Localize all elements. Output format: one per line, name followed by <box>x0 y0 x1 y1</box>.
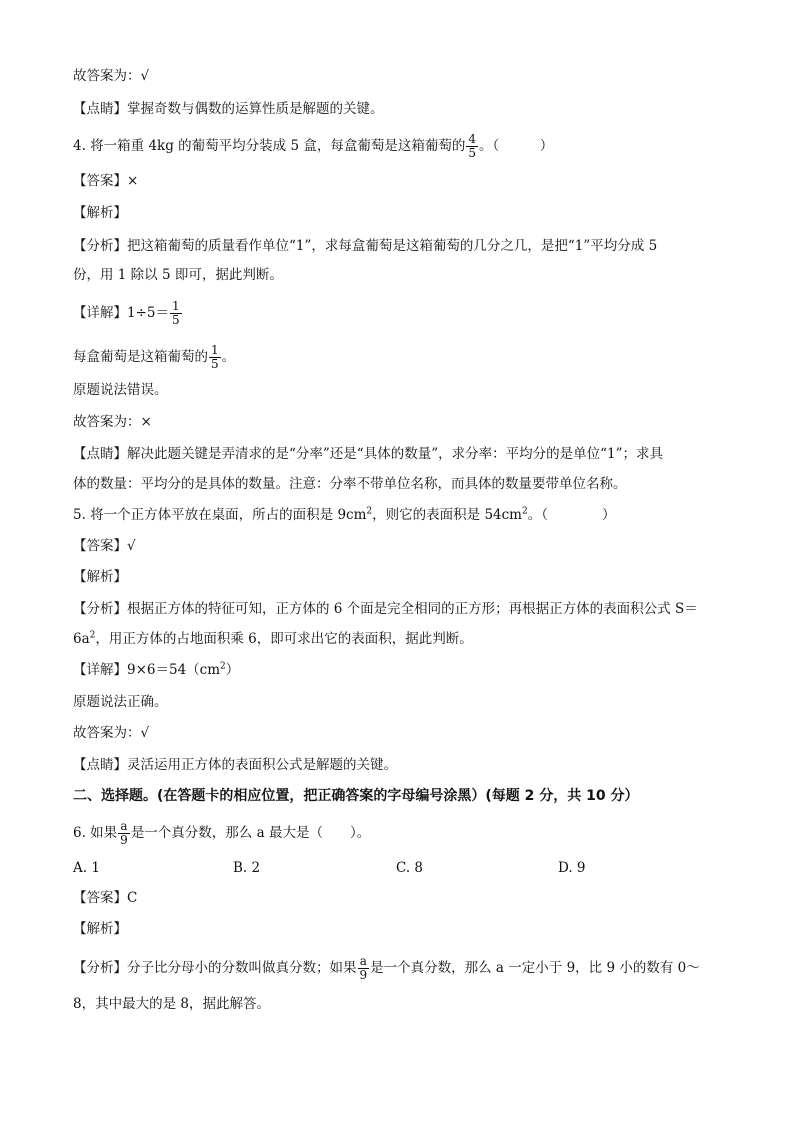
analysis-text-part: 是一个真分数，那么 a 一定小于 9，比 9 小的数有 0～ <box>370 960 700 976</box>
superscript: 2 <box>220 661 226 672</box>
analysis-text: 份，用 1 除以 5 即可，据此判断。 <box>73 267 283 283</box>
question-5 <box>73 506 615 524</box>
fraction <box>209 344 221 371</box>
question-4 <box>73 133 553 160</box>
analysis-heading: 【解析】 <box>73 569 127 585</box>
question-5-text: ，则它的表面积是 54cm <box>372 507 522 523</box>
fraction <box>466 133 478 160</box>
detail-line <box>73 300 183 327</box>
option-b: B. 2 <box>233 860 261 876</box>
denominator: 5 <box>172 313 180 327</box>
numerator: 4 <box>468 132 476 146</box>
answer-label: 【答案】√ <box>73 538 136 554</box>
numerator: a <box>359 954 367 968</box>
fraction <box>358 955 370 982</box>
answer-line: 故答案为：√ <box>73 68 150 84</box>
analysis-heading: 【解析】 <box>73 921 127 937</box>
key-point-line: 体的数量：平均分的是具体的数量。注意：分率不带单位名称，而具体的数量要带单位名称。 <box>73 476 627 492</box>
key-point-line: 【点睛】灵活运用正方体的表面积公式是解题的关键。 <box>73 757 397 773</box>
conclusion-text: 原题说法错误。 <box>73 382 168 398</box>
denominator: 9 <box>120 833 128 847</box>
analysis-text: 【分析】根据正方体的特征可知，正方体的 6 个面是完全相同的正方形；再根据正方体的表面积公式 S＝ <box>73 601 698 617</box>
analysis-text <box>73 955 700 982</box>
superscript: 2 <box>366 506 373 517</box>
superscript: 2 <box>89 630 96 641</box>
answer-parenthesis: 。（ ） <box>527 507 616 523</box>
question-6-text: 是一个真分数，那么 a 最大是（ ）。 <box>130 825 371 841</box>
analysis-text-part: 6a <box>73 631 90 647</box>
answer-line: 故答案为：× <box>73 414 152 430</box>
question-6-text: 6. 如果 <box>73 825 118 841</box>
option-a: A. 1 <box>73 860 100 876</box>
analysis-text: 【分析】把这箱葡萄的质量看作单位“1”，求每盒葡萄是这箱葡萄的几分之几，是把“1”平均分成 5 <box>73 238 658 254</box>
numerator: a <box>120 819 128 833</box>
analysis-text-part: 【分析】分子比分母小的分数叫做真分数；如果 <box>73 960 357 976</box>
detail-text: 【详解】9×6＝54（cm <box>73 662 221 678</box>
section-heading: 二、选择题。(在答题卡的相应位置，把正确答案的字母编号涂黑）(每题 2 分，共 10 分） <box>73 788 639 804</box>
numerator: 1 <box>172 299 180 313</box>
analysis-text <box>73 630 473 648</box>
conclusion-text: 原题说法正确。 <box>73 694 168 710</box>
answer-label: 【答案】C <box>73 890 138 906</box>
question-4-text: 4. 将一箱重 4kg 的葡萄平均分装成 5 盒，每盒葡萄是这箱葡萄的 <box>73 138 466 154</box>
detail-line <box>73 661 239 679</box>
analysis-text-part: ，用正方体的占地面积乘 6，即可求出它的表面积，据此判断。 <box>95 631 473 647</box>
answer-line: 故答案为：√ <box>73 725 150 741</box>
key-point-line: 【点睛】掌握奇数与偶数的运算性质是解题的关键。 <box>73 101 384 117</box>
denominator: 5 <box>468 146 476 160</box>
detail-text: 每盒葡萄是这箱葡萄的 <box>73 349 208 365</box>
analysis-heading: 【解析】 <box>73 205 127 221</box>
answer-label: 【答案】× <box>73 173 139 189</box>
fraction <box>118 820 130 847</box>
key-point-line: 【点睛】解决此题关键是弄清求的是“分率”还是“具体的数量”，求分率：平均分的是单位“1”；求具 <box>73 446 663 462</box>
analysis-text: 8，其中最大的是 8，据此解答。 <box>73 996 270 1012</box>
detail-line <box>73 344 235 371</box>
fraction <box>170 300 182 327</box>
question-6 <box>73 820 370 847</box>
answer-parenthesis: 。（ ） <box>478 138 554 154</box>
question-5-text: 5. 将一个正方体平放在桌面，所占的面积是 9cm <box>73 507 367 523</box>
option-c: C. 8 <box>396 860 424 876</box>
denominator: 5 <box>211 357 219 371</box>
superscript: 2 <box>522 506 528 517</box>
detail-text: 。 <box>221 349 236 365</box>
detail-text: 【详解】1÷5＝ <box>73 305 169 321</box>
numerator: 1 <box>211 343 219 357</box>
detail-text: ） <box>225 662 240 678</box>
denominator: 9 <box>359 968 368 982</box>
option-d: D. 9 <box>558 860 586 876</box>
